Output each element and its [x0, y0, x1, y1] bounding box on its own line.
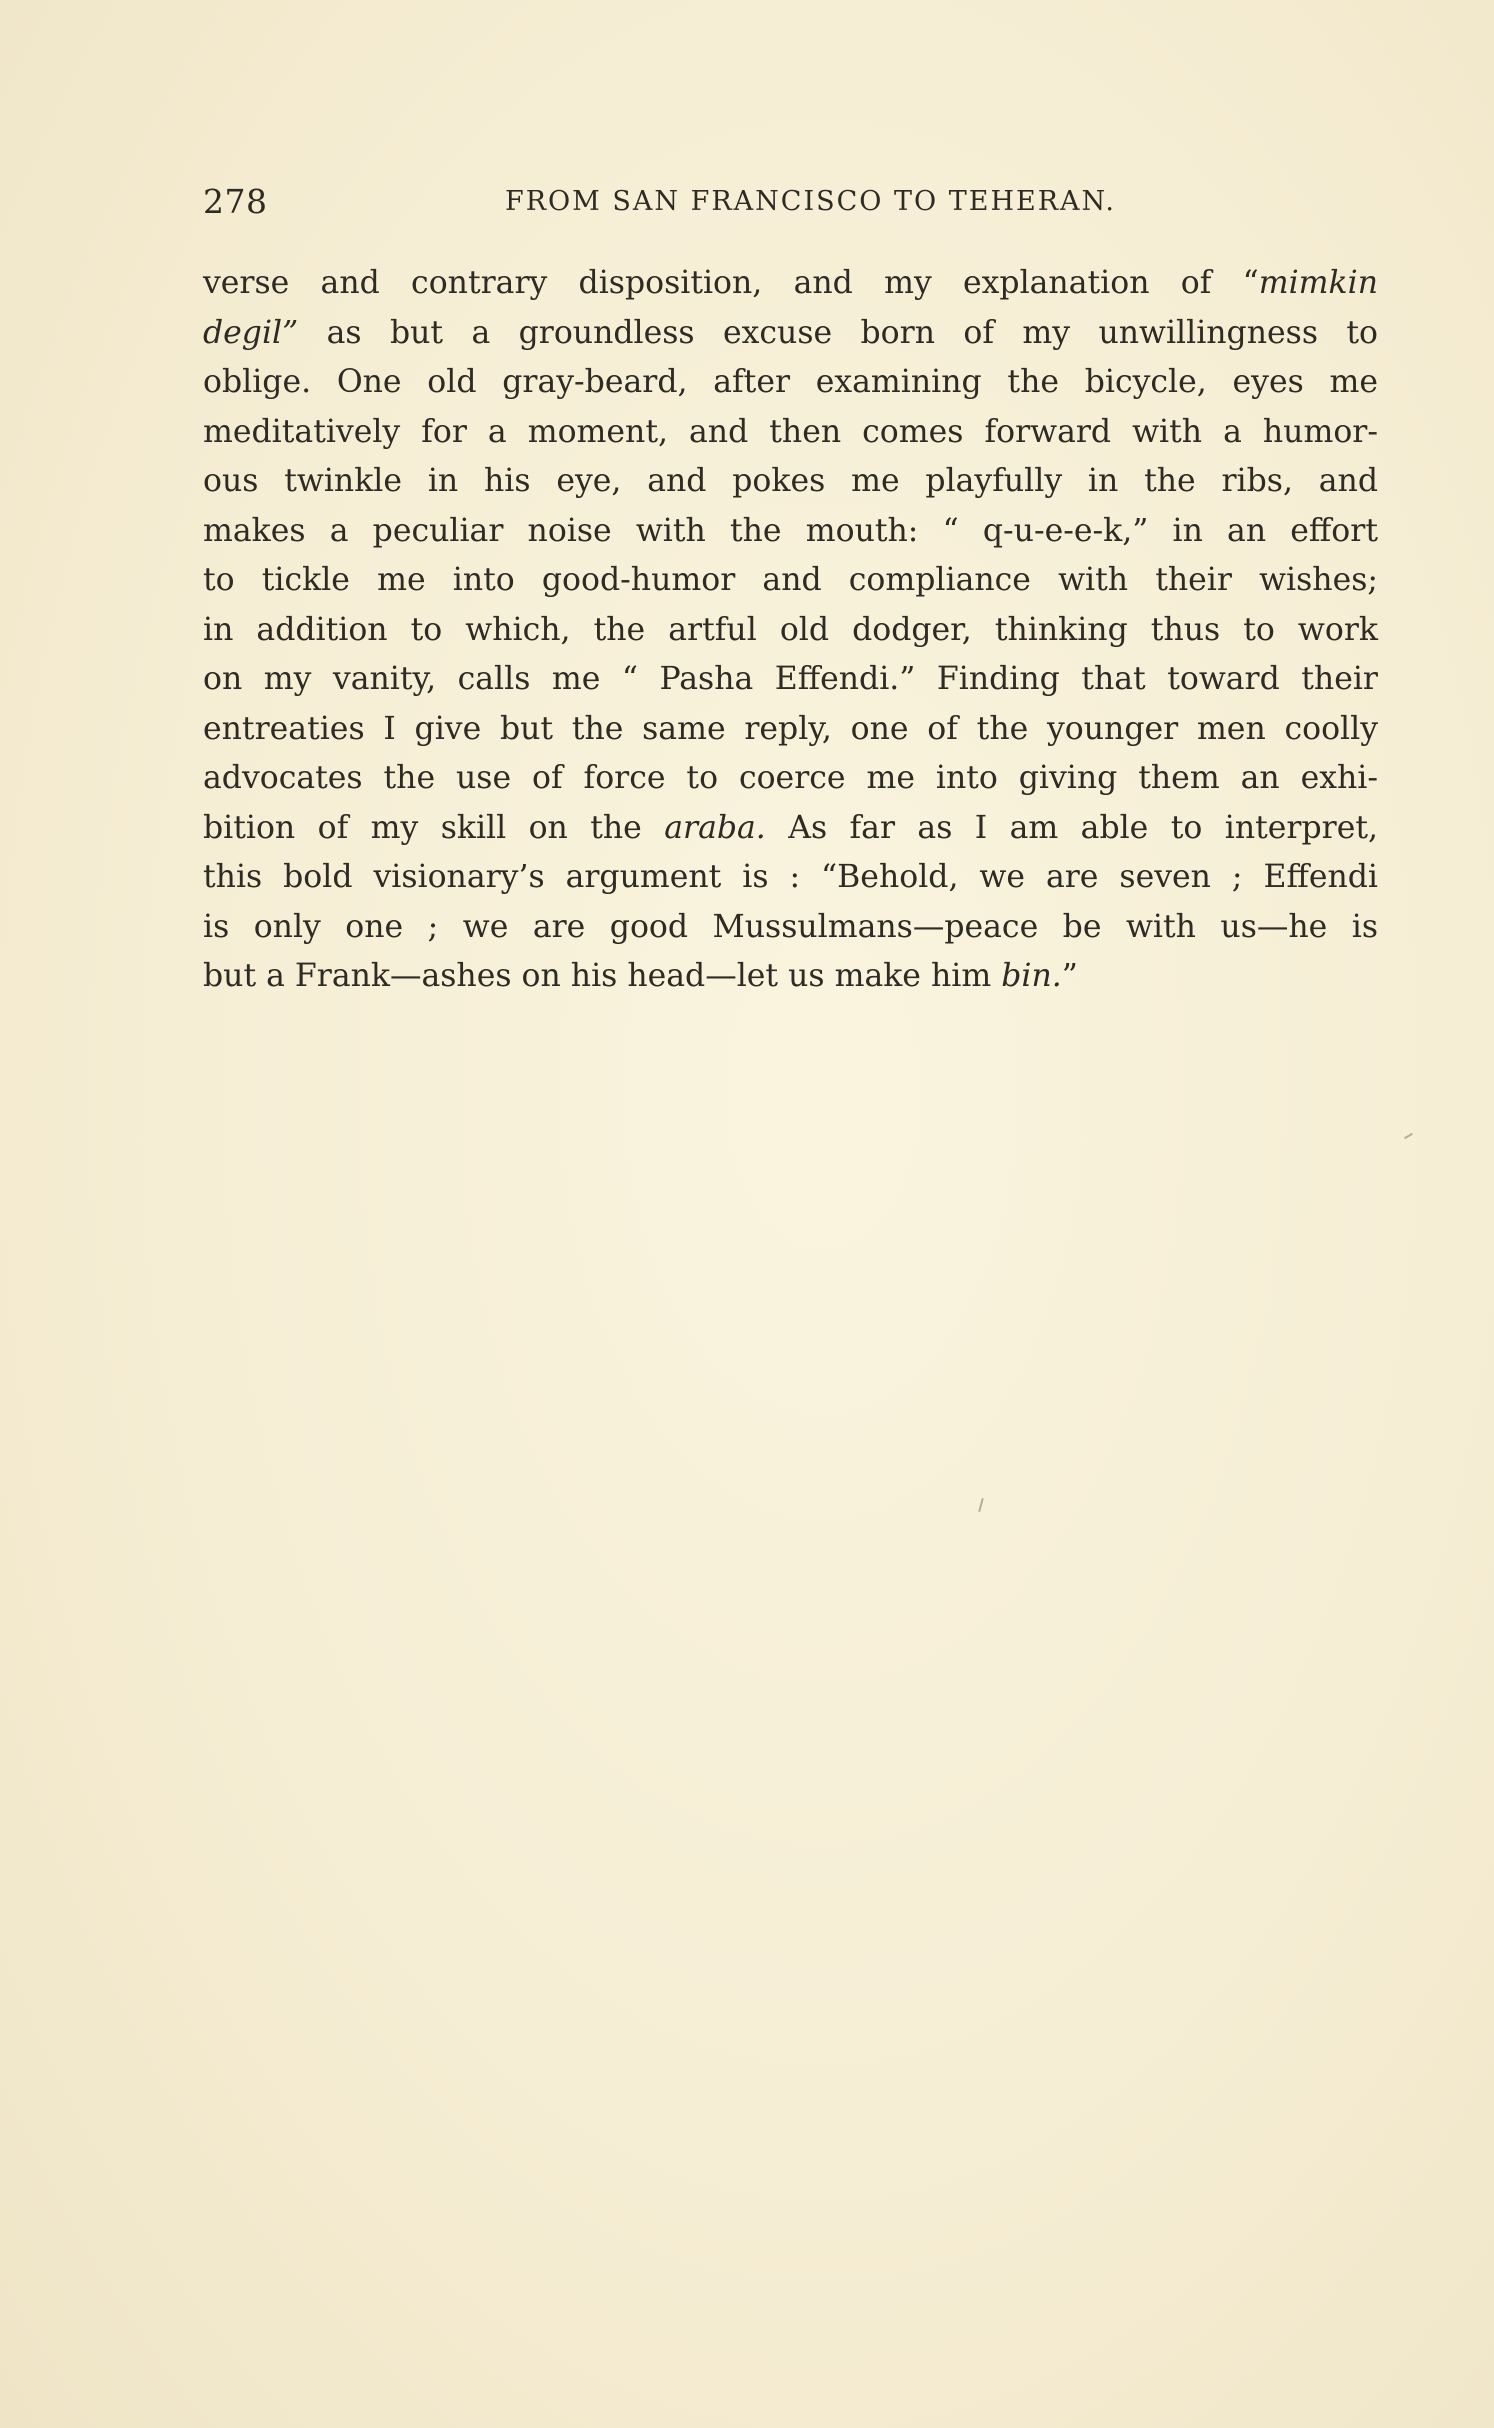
text-segment: to tickle me into good-humor and compliance with their wishes; — [203, 562, 1378, 598]
text-line — [203, 804, 1378, 854]
italic-word: araba. — [664, 809, 766, 846]
text-segment: meditatively for a moment, and then comes forward with a humor- — [203, 413, 1378, 450]
page-number: 278 — [203, 182, 268, 221]
text-line — [203, 358, 1378, 408]
paper-speck — [978, 1498, 984, 1512]
italic-word: degil” — [203, 314, 299, 351]
text-segment: ous twinkle in his eye, and pokes me playfully in the ribs, and — [203, 463, 1378, 499]
text-segment: this bold visionary’s argument is : “Behold, we are seven ; Effendi — [203, 859, 1378, 895]
text-segment: ” — [1061, 958, 1078, 994]
text-segment: on my vanity, calls me “ Pasha Effendi.” Finding that toward their — [203, 661, 1378, 697]
text-segment: entreaties I give but the same reply, one of the younger men coolly — [203, 710, 1378, 747]
italic-word: bin. — [1001, 958, 1062, 994]
text-line — [203, 952, 1378, 1002]
text-segment: is only one ; we are good Mussulmans—peace be with us—he is — [203, 908, 1378, 945]
text-line — [203, 606, 1378, 656]
running-head: FROM SAN FRANCISCO TO TEHERAN. — [504, 186, 1117, 217]
paper-speck — [1404, 1133, 1413, 1139]
text-line — [203, 309, 1378, 359]
text-segment: but a Frank—ashes on his head—let us make him — [203, 958, 1002, 994]
page-header — [203, 178, 1378, 224]
text-segment: advocates the use of force to coerce me into giving them an exhi- — [203, 760, 1378, 796]
text-line — [203, 457, 1378, 507]
text-line — [203, 655, 1378, 705]
text-segment: makes a peculiar noise with the mouth: “ q-u-e-e-k,” in an effort — [203, 512, 1378, 549]
text-line — [203, 705, 1378, 755]
text-line — [203, 754, 1378, 804]
text-line — [203, 853, 1378, 903]
text-line — [203, 259, 1378, 309]
text-line — [203, 903, 1378, 953]
body-paragraph — [203, 259, 1378, 1002]
text-segment: bition of my skill on the — [203, 809, 665, 846]
italic-word: mimkin — [1258, 265, 1378, 301]
text-line — [203, 507, 1378, 557]
text-segment: in addition to which, the artful old dodger, thinking thus to work — [203, 611, 1378, 648]
text-line — [203, 556, 1378, 606]
text-segment: as but a groundless excuse born of my unwillingness to — [298, 314, 1378, 351]
text-segment: As far as I am able to interpret, — [765, 809, 1379, 846]
text-segment: verse and contrary disposition, and my explanation of “ — [203, 265, 1259, 301]
text-segment: oblige. One old gray-beard, after examining the bicycle, eyes me — [203, 364, 1378, 400]
text-line — [203, 408, 1378, 458]
